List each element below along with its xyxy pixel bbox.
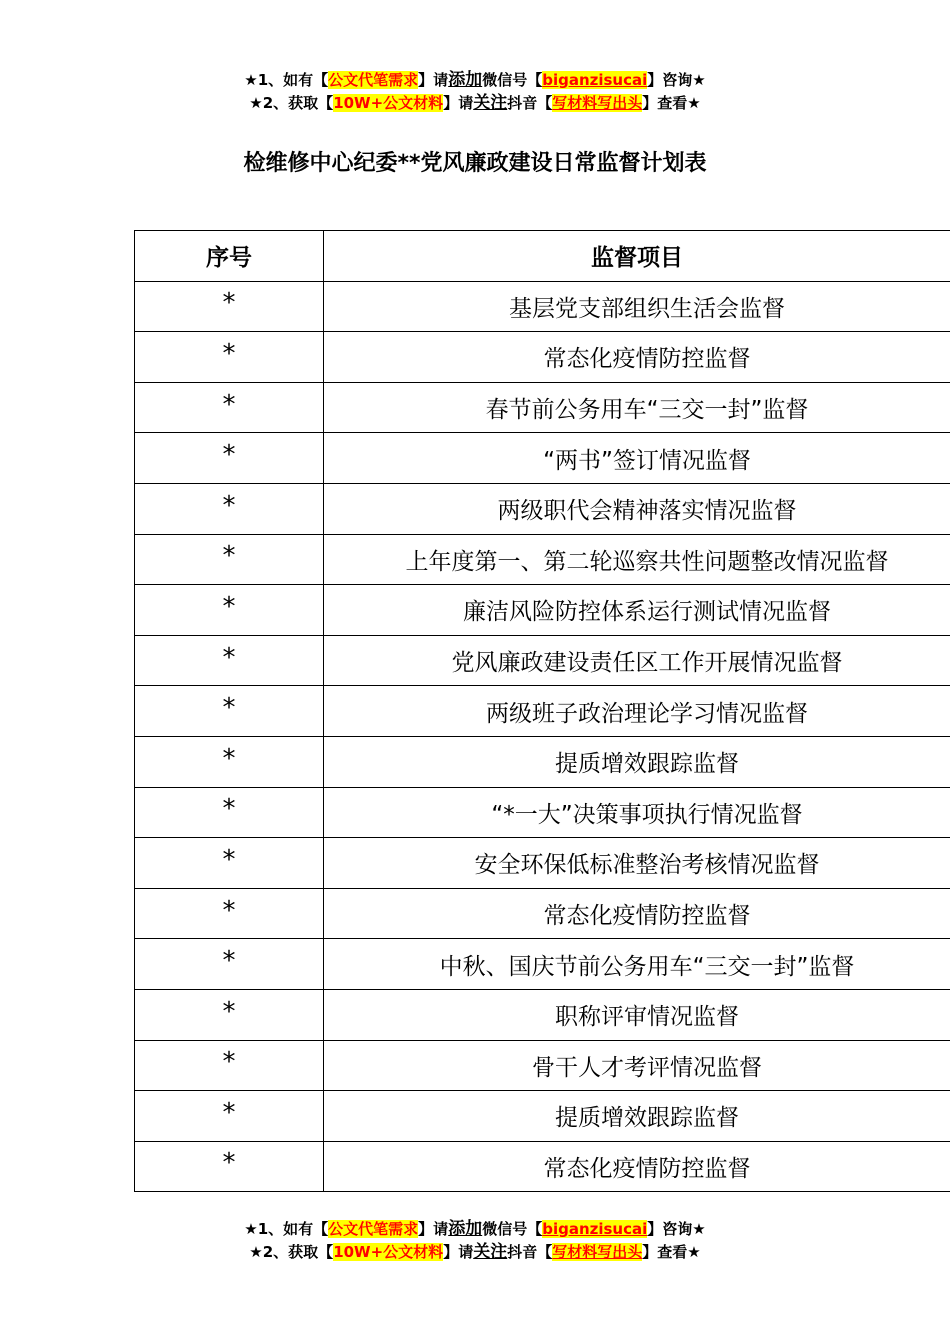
table-row <box>135 332 950 383</box>
row-supervision-item: 提质增效跟踪监督 <box>324 736 950 787</box>
promo-text: 抖音【 <box>507 94 553 112</box>
header-serial-number: 序号 <box>135 231 324 282</box>
promo-line-2 <box>0 92 950 115</box>
row-serial-number: * <box>135 332 324 383</box>
table-row <box>135 483 950 534</box>
promo-banner-bottom <box>0 1218 950 1264</box>
promo-douyin-id: 写材料写出头 <box>552 1243 643 1261</box>
row-supervision-item: 常态化疫情防控监督 <box>324 1141 950 1192</box>
row-supervision-item: 中秋、国庆节前公务用车“三交一封”监督 <box>324 939 950 990</box>
promo-text: ★2、获取【 <box>249 1243 334 1261</box>
row-serial-number: * <box>135 787 324 838</box>
row-supervision-item: 两级职代会精神落实情况监督 <box>324 483 950 534</box>
promo-douyin-id: 写材料写出头 <box>552 94 643 112</box>
table-row <box>135 585 950 636</box>
promo-line-2 <box>0 1241 950 1264</box>
table-row <box>135 736 950 787</box>
table-row <box>135 989 950 1040</box>
table-row <box>135 1040 950 1091</box>
row-serial-number: * <box>135 585 324 636</box>
promo-text: 】咨询★ <box>647 1220 706 1238</box>
promo-text: 】查看★ <box>642 1243 701 1261</box>
row-serial-number: * <box>135 281 324 332</box>
table-row <box>135 281 950 332</box>
promo-highlight: 公文代笔需求 <box>328 71 419 89</box>
promo-text: 微信号【 <box>482 71 543 89</box>
promo-text: 微信号【 <box>482 1220 543 1238</box>
table-row <box>135 787 950 838</box>
row-serial-number: * <box>135 1040 324 1091</box>
row-serial-number: * <box>135 382 324 433</box>
promo-emphasis: 关注 <box>473 93 508 113</box>
row-supervision-item: 骨干人才考评情况监督 <box>324 1040 950 1091</box>
row-supervision-item: 提质增效跟踪监督 <box>324 1091 950 1142</box>
table-header-row <box>135 231 950 282</box>
row-supervision-item: 基层党支部组织生活会监督 <box>324 281 950 332</box>
promo-line-1 <box>0 1218 950 1241</box>
promo-text: 】请 <box>443 94 474 112</box>
row-serial-number: * <box>135 534 324 585</box>
row-supervision-item: 安全环保低标准整治考核情况监督 <box>324 838 950 889</box>
promo-text: ★2、获取【 <box>249 94 334 112</box>
table-row <box>135 534 950 585</box>
promo-banner-top <box>0 69 950 115</box>
row-supervision-item: 党风廉政建设责任区工作开展情况监督 <box>324 635 950 686</box>
row-serial-number: * <box>135 888 324 939</box>
table-row <box>135 1091 950 1142</box>
row-serial-number: * <box>135 1141 324 1192</box>
promo-text: ★1、如有【 <box>244 71 329 89</box>
row-serial-number: * <box>135 1091 324 1142</box>
row-supervision-item: “两书”签订情况监督 <box>324 433 950 484</box>
promo-line-1 <box>0 69 950 92</box>
promo-text: 】请 <box>443 1243 474 1261</box>
row-serial-number: * <box>135 483 324 534</box>
promo-wechat-id: biganzisucai <box>542 71 648 89</box>
row-supervision-item: 常态化疫情防控监督 <box>324 332 950 383</box>
promo-text: 】请 <box>418 71 449 89</box>
promo-highlight: 10W+公文材料 <box>333 94 444 112</box>
row-supervision-item: 常态化疫情防控监督 <box>324 888 950 939</box>
promo-wechat-id: biganzisucai <box>542 1220 648 1238</box>
promo-text: 】查看★ <box>642 94 701 112</box>
table-row <box>135 686 950 737</box>
table-row <box>135 939 950 990</box>
document-title: 检维修中心纪委**党风廉政建设日常监督计划表 <box>243 151 707 176</box>
promo-emphasis: 添加 <box>448 1219 483 1239</box>
row-serial-number: * <box>135 939 324 990</box>
table-row <box>135 888 950 939</box>
promo-emphasis: 添加 <box>448 70 483 90</box>
promo-text: ★1、如有【 <box>244 1220 329 1238</box>
row-serial-number: * <box>135 635 324 686</box>
promo-text: 】请 <box>418 1220 449 1238</box>
row-supervision-item: 廉洁风险防控体系运行测试情况监督 <box>324 585 950 636</box>
row-supervision-item: 职称评审情况监督 <box>324 989 950 1040</box>
row-supervision-item: “*一大”决策事项执行情况监督 <box>324 787 950 838</box>
promo-text: 】咨询★ <box>647 71 706 89</box>
table-row <box>135 433 950 484</box>
row-serial-number: * <box>135 686 324 737</box>
row-serial-number: * <box>135 989 324 1040</box>
row-serial-number: * <box>135 736 324 787</box>
table-row <box>135 382 950 433</box>
table-row <box>135 635 950 686</box>
table-row <box>135 1141 950 1192</box>
row-supervision-item: 春节前公务用车“三交一封”监督 <box>324 382 950 433</box>
supervision-plan-table <box>134 230 950 1192</box>
promo-highlight: 公文代笔需求 <box>328 1220 419 1238</box>
row-serial-number: * <box>135 433 324 484</box>
row-serial-number: * <box>135 838 324 889</box>
row-supervision-item: 两级班子政治理论学习情况监督 <box>324 686 950 737</box>
header-supervision-item: 监督项目 <box>324 231 950 282</box>
row-supervision-item: 上年度第一、第二轮巡察共性问题整改情况监督 <box>324 534 950 585</box>
promo-highlight: 10W+公文材料 <box>333 1243 444 1261</box>
promo-text: 抖音【 <box>507 1243 553 1261</box>
table-row <box>135 838 950 889</box>
promo-emphasis: 关注 <box>473 1242 508 1262</box>
